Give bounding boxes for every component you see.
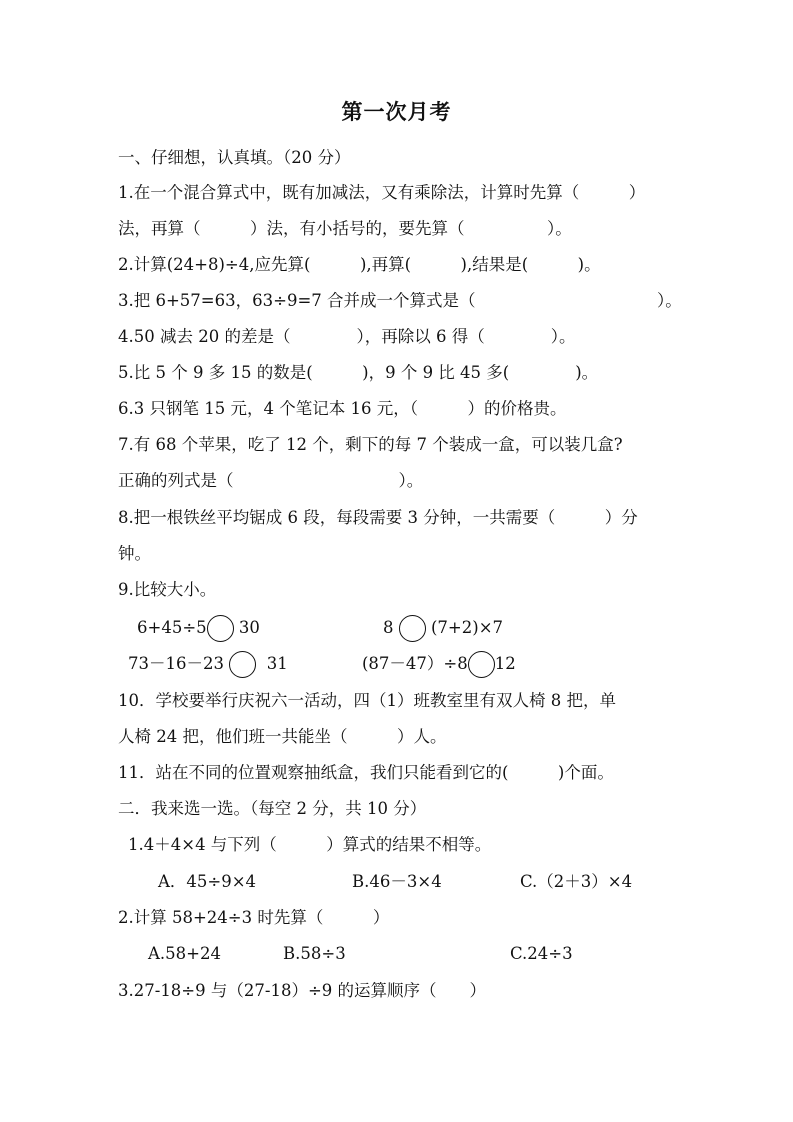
choice-question-1: 1.4＋4×4 与下列（ ）算式的结果不相等。 xyxy=(128,835,492,854)
compare-item-4 xyxy=(362,650,516,678)
question-2: 2.计算(24+8)÷4,应先算( ),再算( ),结果是( )。 xyxy=(118,255,601,274)
compare-right: (7+2)×7 xyxy=(431,618,504,637)
compare-right: 31 xyxy=(266,654,288,673)
question-8-line-1: 8.把一根铁丝平均锯成 6 段，每段需要 3 分钟，一共需要（ ）分 xyxy=(118,508,638,527)
choice-question-3: 3.27-18÷9 与（27-18）÷9 的运算顺序（ ） xyxy=(118,981,487,1000)
compare-right: 12 xyxy=(494,654,516,673)
question-4: 4.50 减去 20 的差是（ ），再除以 6 得（ ）。 xyxy=(118,327,576,346)
question-1-line-1: 1.在一个混合算式中，既有加减法，又有乘除法，计算时先算（ ） xyxy=(118,183,646,202)
question-8-line-2: 钟。 xyxy=(118,544,151,563)
question-11: 11．站在不同的位置观察抽纸盒，我们只能看到它的( )个面。 xyxy=(118,763,614,782)
compare-left: 73－16－23 xyxy=(128,654,224,673)
choice-question-2: 2.计算 58+24÷3 时先算（ ） xyxy=(118,908,390,927)
compare-left: 8 xyxy=(383,618,394,637)
section2-heading: 二．我来选一选。（每空 2 分，共 10 分） xyxy=(118,799,427,818)
compare-circle[interactable] xyxy=(468,651,495,678)
question-10-line-2: 人椅 24 把，他们班一共能坐（ ）人。 xyxy=(118,727,447,746)
compare-item-2 xyxy=(383,614,503,642)
page-title: 第一次月考 xyxy=(341,100,452,124)
question-7-line-1: 7.有 68 个苹果，吃了 12 个，剩下的每 7 个装成一盒，可以装几盒? xyxy=(118,435,623,454)
choice-1-option-c[interactable]: C.（2＋3）×4 xyxy=(520,872,633,891)
choice-2-option-c[interactable]: C.24÷3 xyxy=(510,944,573,963)
compare-right: 30 xyxy=(238,618,260,637)
compare-item-1 xyxy=(137,614,260,642)
choice-2-option-b[interactable]: B.58÷3 xyxy=(283,944,346,963)
choice-1-option-a[interactable]: A．45÷9×4 xyxy=(158,872,257,891)
question-3: 3.把 6+57=63，63÷9=7 合并成一个算式是（ ）。 xyxy=(118,291,682,310)
compare-circle[interactable] xyxy=(207,615,234,642)
question-1-line-2: 法，再算（ ）法，有小括号的，要先算（ ）。 xyxy=(118,219,572,238)
compare-left: 6+45÷5 xyxy=(137,618,207,637)
choice-2-option-a[interactable]: A.58+24 xyxy=(148,944,221,963)
question-6: 6.3 只钢笔 15 元，4 个笔记本 16 元，（ ）的价格贵。 xyxy=(118,399,567,418)
compare-circle[interactable] xyxy=(229,651,256,678)
compare-circle[interactable] xyxy=(399,615,426,642)
question-5: 5.比 5 个 9 多 15 的数是( )，9 个 9 比 45 多( )。 xyxy=(118,363,599,382)
question-10-line-1: 10．学校要举行庆祝六一活动，四（1）班教室里有双人椅 8 把，单 xyxy=(118,691,616,710)
choice-1-option-b[interactable]: B.46－3×4 xyxy=(352,872,442,891)
question-7-line-2: 正确的列式是（ ）。 xyxy=(118,471,424,490)
compare-left: (87－47）÷8 xyxy=(362,654,468,673)
question-9: 9.比较大小。 xyxy=(118,580,217,599)
section1-heading: 一、仔细想，认真填。（20 分） xyxy=(118,148,351,167)
compare-item-3 xyxy=(128,650,288,678)
